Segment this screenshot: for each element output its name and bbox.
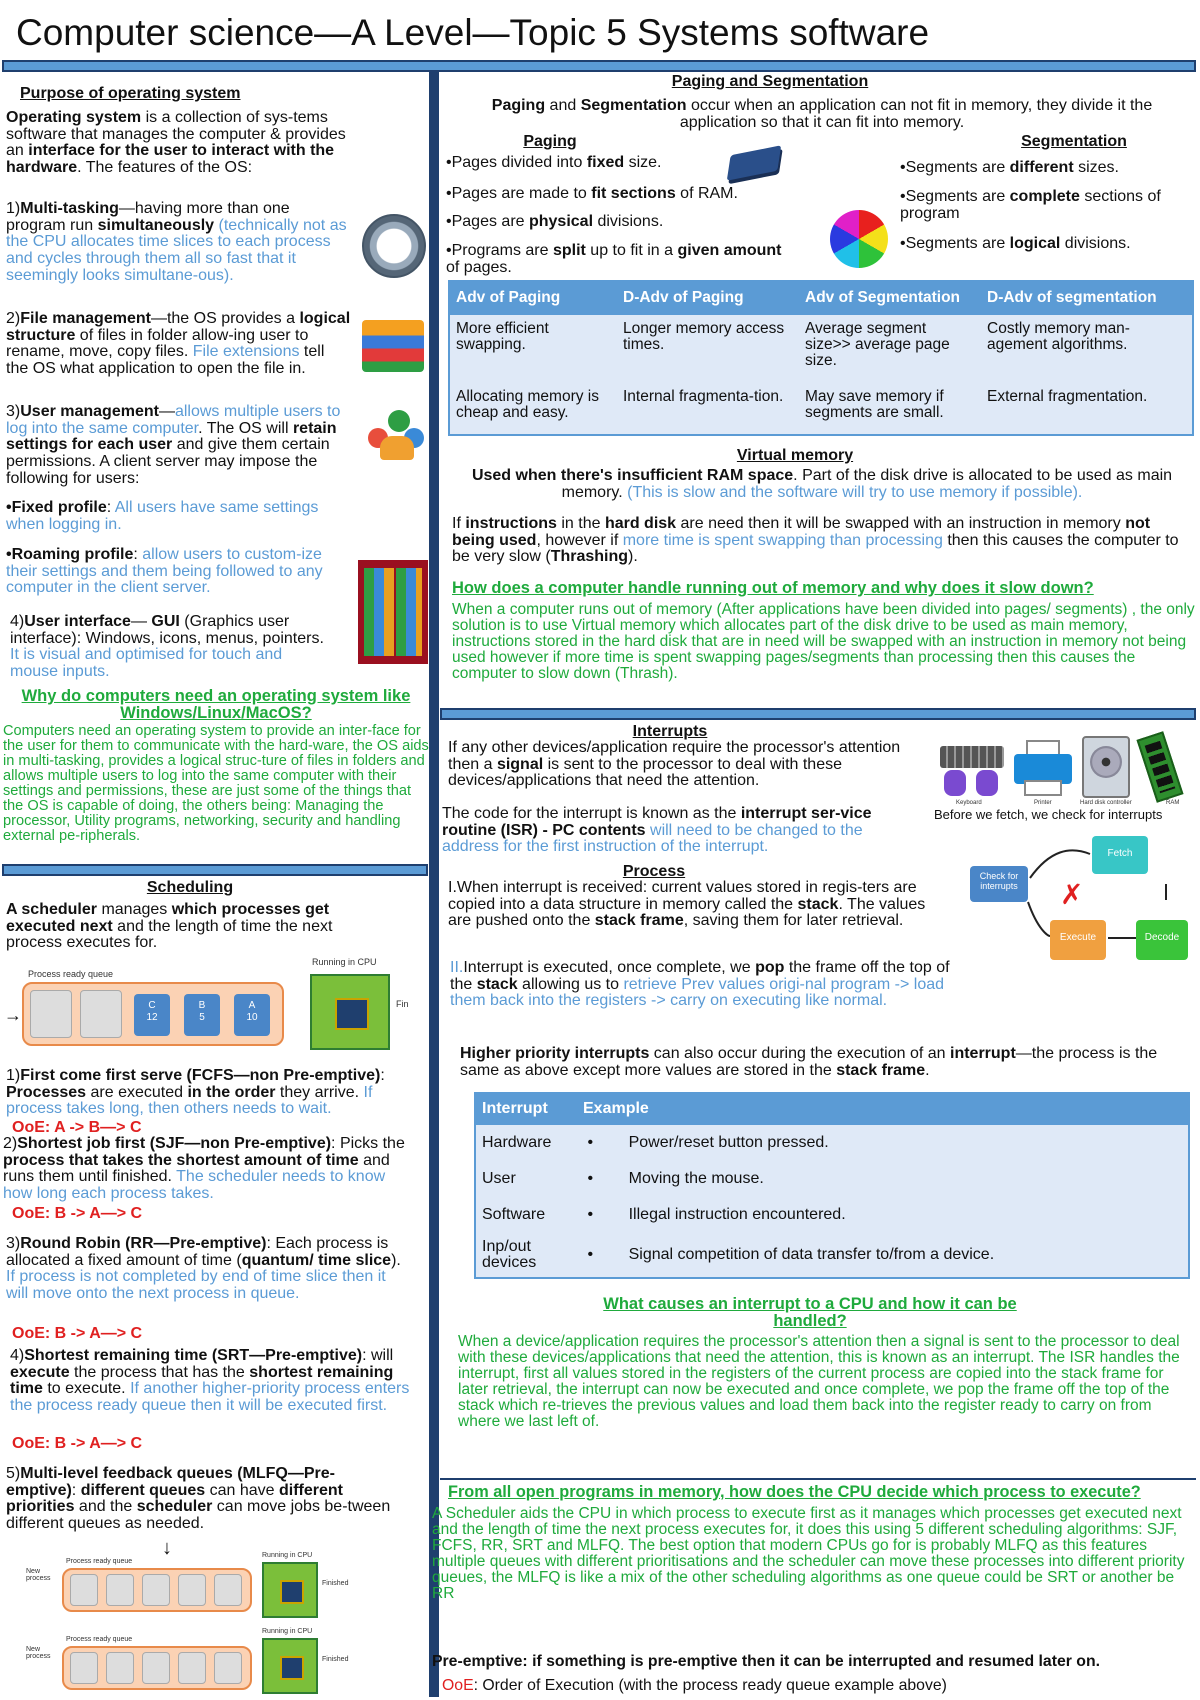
text-segment: Multi-tasking — [20, 200, 119, 217]
text-segment: Paging — [491, 97, 546, 114]
virtual-memory-p1 — [450, 468, 1194, 501]
text-segment: sections of program — [900, 188, 1161, 222]
why-os-answer: Computers need an operating system to provide an inter-face for the user for them to communicate with the hard-ware, the OS aids in multi-tasking, provides a logical struc-ture of files in folders and allows multiple users to log into the same computer with their settings and permissions, these are just some of the things that the OS is capable of doing, the others being: Managing the processor, Utility programs, networking, security and handling external pe-ripherals. — [3, 723, 429, 845]
preemptive-definition: Pre-emptive: if something is pre-emptive then it can be interrupted and resumed later on. — [432, 1653, 1100, 1670]
text-segment: 3) — [6, 403, 21, 420]
process-step-2 — [450, 960, 960, 1010]
process-heading: Process — [622, 863, 686, 880]
interrupts-p3 — [460, 1046, 1190, 1079]
page-title: Computer science—A Level—Topic 5 Systems software — [16, 12, 930, 53]
device-label-disk: Hard disk controller — [1080, 800, 1132, 806]
text-segment: User interface — [24, 613, 131, 630]
table-row — [475, 1125, 1189, 1161]
rr-ooe: OoE: B -> A—> C — [12, 1325, 143, 1342]
text-segment: 2) — [6, 310, 21, 327]
text-segment: more time is spent swapping than processing — [622, 531, 943, 549]
queue-slot-a: A 10 — [234, 994, 270, 1036]
table-row — [475, 1233, 1189, 1278]
text-segment: then this causes the computer to be very slow ( — [452, 531, 1179, 566]
sjf-ooe: OoE: B -> A—> C — [12, 1205, 143, 1222]
queue-slot — [70, 1652, 98, 1684]
text-segment: The code for the interrupt is known as the — [442, 805, 741, 822]
item-file-management — [6, 311, 351, 378]
divider-left-middle — [2, 864, 428, 876]
text-segment: , saving them for later retrieval. — [683, 912, 904, 930]
memory-question-heading: How does a computer handle running out of memory and why does it slow down? — [452, 579, 1094, 597]
text-segment: . The features of the OS: — [77, 158, 253, 176]
text-segment: and give them certain permissions. A client server may impose the following for users: — [6, 436, 330, 487]
queue-slot-b: B 5 — [184, 994, 220, 1036]
text-segment: different — [1009, 159, 1074, 176]
text-segment: signal — [496, 755, 544, 773]
divider-right-middle — [440, 708, 1196, 720]
srt-text — [10, 1348, 410, 1415]
text-segment: •Roaming profile — [6, 546, 134, 563]
text-segment: : — [133, 546, 143, 563]
text-segment: If any other devices/application require the processor's attention then a — [448, 739, 901, 773]
table-cell: Average segment size>> average page size. — [805, 320, 950, 369]
text-segment: will need to be changed to the address for the first instruction of the interrupt. — [442, 821, 863, 856]
mlfq-cpu-label-2: Running in CPU — [262, 1628, 313, 1635]
table-header-row — [475, 1093, 1189, 1125]
text-segment: stack — [797, 895, 839, 913]
fcfs-text — [6, 1068, 416, 1118]
ooe-text: : Order of Execution (with the process ready queue example above) — [473, 1677, 947, 1694]
text-segment: Processes — [6, 1083, 87, 1101]
table-header: D-Adv of Paging — [617, 281, 799, 315]
text-segment: •Pages divided into — [446, 154, 587, 171]
text-segment: — — [158, 403, 175, 420]
cycle-arrows — [990, 840, 1190, 950]
paging-heading: Paging and Segmentation — [671, 73, 869, 90]
execute-box: Execute — [1050, 920, 1106, 960]
text-segment: If process takes long, then others needs to wait. — [6, 1083, 373, 1118]
queue-slot — [106, 1652, 134, 1684]
cpu-chip-icon — [262, 1638, 318, 1694]
ram-icon — [1136, 731, 1183, 802]
text-segment: split — [552, 242, 586, 259]
table-header: Example — [577, 1093, 1189, 1125]
item-multitasking — [6, 201, 351, 284]
text-segment: divisions. — [593, 213, 664, 230]
windows-start-icon — [358, 560, 428, 664]
item-user-interface — [10, 614, 330, 681]
scheduling-heading: Scheduling — [146, 879, 234, 896]
cpu-chip-icon — [310, 974, 390, 1050]
scheduling-intro — [6, 902, 366, 952]
table-cell: • Signal competition of data transfer to/from a device. — [583, 1245, 995, 1263]
decode-box: Decode — [1136, 920, 1188, 960]
text-segment: File management — [20, 310, 151, 327]
text-segment: II. — [450, 959, 464, 976]
text-segment: •Programs are — [446, 242, 553, 259]
table-cell: Allocating memory is cheap and easy. — [456, 388, 599, 421]
text-segment: •Pages are — [446, 213, 529, 230]
text-segment: the frame off the top of the — [450, 959, 950, 993]
table-row — [475, 1161, 1189, 1197]
text-segment: (This is slow and the software will try to use memory if possible). — [627, 483, 1083, 501]
table-cell: External fragmentation. — [987, 388, 1148, 405]
finished-label: Fin — [396, 999, 409, 1009]
text-segment: : — [106, 499, 115, 516]
text-segment: All users have same settings when logging in. — [6, 499, 319, 533]
devices-caption: Before we fetch, we check for interrupts — [934, 807, 1163, 822]
text-segment: stack frame — [594, 912, 684, 930]
text-segment: Operating system — [6, 109, 142, 126]
divider-vertical — [429, 72, 439, 1697]
item-user-management — [6, 404, 356, 487]
text-segment: : — [71, 1481, 81, 1499]
table-cell: • Power/reset button pressed. — [583, 1133, 829, 1151]
text-segment: and the — [74, 1498, 137, 1516]
text-segment: : Each process is allocated a fixed amount of time ( — [6, 1235, 389, 1269]
text-segment: shortest remaining time — [10, 1363, 394, 1398]
segment-point-1 — [900, 160, 1196, 177]
text-segment: simultaneously — [97, 216, 215, 234]
paging-point-3 — [446, 214, 786, 231]
hard-disk-icon — [1082, 736, 1130, 798]
segment-point-3 — [900, 236, 1196, 253]
text-segment: interrupt ser-vice routine (ISR) - PC contents — [442, 805, 872, 839]
text-segment: is sent to the processor to deal with these devices/applications that need the attention. — [448, 755, 842, 790]
text-segment: Multi-level feedback queues (MLFQ—Pre-emptive) — [6, 1465, 335, 1499]
text-segment: interface for the user to interact with the hardware — [6, 142, 335, 176]
text-segment: If — [452, 515, 466, 532]
table-cell: Longer memory access times. — [623, 320, 785, 353]
keyboard-icon — [940, 740, 1004, 800]
text-segment: •Segments are — [900, 159, 1010, 176]
book-icon — [727, 145, 781, 180]
mlfq-queue-label-2: Process ready queue — [66, 1636, 133, 1643]
device-label-keyboard: Keyboard — [956, 800, 982, 806]
text-segment: Segmentation — [580, 97, 687, 114]
text-segment: Shortest remaining time (SRT—Pre-emptive) — [24, 1347, 363, 1364]
rr-text — [6, 1236, 411, 1303]
text-segment: —having more than one program run — [6, 200, 290, 234]
table-header: D-Adv of segmentation — [981, 281, 1193, 315]
paging-subheading: Paging — [523, 133, 577, 150]
text-segment: to execute. — [42, 1380, 131, 1398]
queue-slot-empty — [80, 990, 122, 1038]
segmentation-subheading: Segmentation — [1021, 133, 1127, 150]
text-segment: Used when there's insufficient RAM space — [471, 467, 794, 484]
arrow-in-icon: → — [4, 1005, 22, 1025]
text-segment: ). — [628, 548, 638, 566]
text-segment: and — [545, 97, 581, 114]
text-segment: is a collection of sys-tems software that manages the computer & provides an — [6, 109, 346, 160]
table-cell: Hardware — [482, 1133, 552, 1151]
interrupts-p1 — [448, 740, 912, 790]
text-segment: . Part of the disk drive is allocated to be used as main memory. — [561, 467, 1173, 501]
text-segment: User management — [20, 403, 159, 420]
queue-slot-c: C 12 — [134, 994, 170, 1036]
text-segment: quantum/ time slice — [241, 1251, 392, 1269]
fixed-profile — [6, 500, 356, 533]
mlfq-finished-label: Finished — [322, 1580, 349, 1587]
text-segment: 1) — [6, 1067, 21, 1084]
text-segment: logical — [1009, 235, 1061, 252]
text-segment: not being used — [452, 515, 1151, 549]
table-row — [449, 315, 1193, 383]
table-cell: Inp/out devices — [482, 1237, 537, 1271]
text-segment: Thrashing — [550, 548, 629, 566]
purpose-intro — [6, 110, 356, 177]
text-segment: of pages. — [446, 258, 512, 276]
text-segment: —the process is the same as above except more values are stored in the — [460, 1045, 1158, 1079]
why-os-heading: Why do computers need an operating system like Windows/Linux/MacOS? — [21, 687, 411, 723]
queue-slot — [214, 1574, 242, 1606]
text-segment: A scheduler — [6, 901, 97, 918]
text-segment: sizes. — [1073, 159, 1119, 176]
text-segment: 5) — [6, 1465, 21, 1482]
table-cell: Internal fragmenta-tion. — [623, 388, 784, 405]
text-segment: It is visual and optimised for touch and mouse inputs. — [10, 646, 283, 680]
queue-slot — [178, 1652, 206, 1684]
text-segment: manages — [97, 901, 172, 918]
text-segment: allowing us to — [517, 975, 624, 993]
text-segment: 1) — [6, 200, 21, 217]
table-cell: Software — [482, 1205, 546, 1223]
mlfq-text — [6, 1466, 396, 1533]
text-segment: I.When interrupt is received: current values stored in regis-ters are copied into a data structure in memory called the — [448, 879, 917, 913]
table-cell: More efficient swapping. — [456, 320, 549, 353]
text-segment: . — [925, 1061, 930, 1079]
interrupts-heading: Interrupts — [632, 723, 708, 740]
queue-slot — [214, 1652, 242, 1684]
text-segment: complete — [1009, 188, 1080, 205]
printer-icon — [1014, 740, 1072, 798]
text-segment: physical — [528, 213, 594, 230]
text-segment: File extensions — [192, 343, 300, 361]
segment-point-2 — [900, 189, 1196, 222]
ooe-definition — [442, 1678, 947, 1695]
text-segment: —the OS provides a — [150, 310, 300, 327]
queue-slot — [142, 1652, 170, 1684]
ooe-abbr: OoE — [442, 1677, 474, 1694]
text-segment: logical structure — [6, 310, 351, 344]
text-segment: given amount — [677, 242, 782, 259]
text-segment: different queues — [80, 1481, 206, 1499]
text-segment: scheduler — [136, 1498, 213, 1516]
text-segment: which processes get executed next — [6, 901, 330, 935]
text-segment: GUI — [151, 613, 180, 630]
check-interrupts-box: Check for interrupts — [970, 866, 1028, 902]
text-segment: The scheduler needs to know how long each process takes. — [3, 1168, 386, 1202]
sjf-text — [3, 1136, 413, 1203]
interrupt-question-answer: When a device/application requires the processor's attention then a signal is sent to the processor to deal with these devices/applications that need the attention, this is known as an interrupt. The ISR handles the interrupt, first all values stored in the registers of the current process are copied into the stack frame for later retrieval, the interrupt can now be executed and once complete, we pop the frame off the top of the stack which re-trieves the previous values and load them back into the register ready to carry on from where we last left of. — [458, 1333, 1180, 1430]
paging-point-4 — [446, 243, 786, 276]
text-segment: allows multiple users to log into the same computer — [6, 403, 341, 437]
table-row — [449, 383, 1193, 435]
text-segment: •Segments are — [900, 235, 1010, 252]
mlfq-new-label-2: New process — [26, 1646, 51, 1661]
text-segment: in the — [556, 515, 605, 532]
text-segment: of RAM. — [675, 185, 738, 202]
queue-slot — [178, 1574, 206, 1606]
text-segment: instructions — [465, 515, 557, 532]
queue-slot — [106, 1574, 134, 1606]
text-segment: can also occur during the execution of an — [649, 1045, 950, 1062]
text-segment: •Fixed profile — [6, 499, 107, 516]
text-segment: : will — [362, 1347, 394, 1364]
text-segment: : Picks the — [331, 1135, 405, 1152]
table-header: Interrupt — [475, 1093, 577, 1125]
process-step-1 — [448, 880, 938, 930]
text-segment: are executed — [86, 1083, 188, 1101]
text-segment: they arrive. — [275, 1083, 364, 1101]
interrupt-types-table — [474, 1092, 1190, 1279]
srt-ooe: OoE: B -> A—> C — [12, 1435, 143, 1452]
users-icon — [368, 410, 426, 460]
text-segment: If another higher-priority process enters the process ready queue then it will be executed first. — [10, 1380, 410, 1414]
text-segment: pop — [755, 959, 785, 976]
mlfq-new-label: New process — [26, 1568, 51, 1583]
interrupts-p2 — [442, 806, 907, 856]
text-segment: stack frame — [836, 1061, 926, 1079]
table-header: Adv of Paging — [449, 281, 617, 315]
text-segment: tell the OS what application to open the file in. — [6, 343, 325, 377]
table-header: Adv of Segmentation — [799, 281, 981, 315]
text-segment: stack — [476, 975, 518, 993]
paging-point-2 — [446, 186, 786, 203]
text-segment: — — [130, 613, 152, 630]
text-segment: (Graphics user interface): Windows, icons, menus, pointers. — [10, 613, 324, 647]
fetch-box: Fetch — [1092, 836, 1148, 874]
table-header-row — [449, 281, 1193, 315]
text-segment: ). — [391, 1251, 401, 1269]
text-segment: , however if — [536, 531, 623, 549]
purpose-heading: Purpose of operating system — [20, 85, 241, 102]
table-cell: May save memory if segments are small. — [805, 388, 944, 421]
text-segment: allow users to custom-ize their settings and them being followed to any computer in the client server. — [6, 546, 323, 597]
virtual-memory-heading: Virtual memory — [736, 447, 854, 464]
text-segment: occur when an application can not fit in memory, they divide it the application so that it can fit into memory. — [679, 97, 1153, 131]
text-segment: 4) — [10, 1347, 25, 1364]
paging-comparison-table — [448, 280, 1194, 436]
device-label-printer: Printer — [1034, 800, 1052, 806]
text-segment: execute — [10, 1363, 70, 1381]
text-segment: retrieve Prev values origi-nal program -> load them back into the registers -> carry on executing like normal. — [450, 975, 945, 1010]
text-segment: 2) — [3, 1135, 18, 1152]
virtual-memory-p2 — [452, 516, 1192, 566]
text-segment: size. — [624, 154, 662, 171]
text-segment: fit sections — [591, 185, 676, 202]
text-segment: of files in folder allow-ing user to rename, move, copy files. — [6, 326, 309, 361]
text-segment: can move jobs be-tween different queues as needed. — [6, 1498, 391, 1532]
text-segment: Higher priority interrupts — [460, 1045, 650, 1062]
text-segment: If process is not completed by end of time slice then it will move onto the next process in queue. — [6, 1268, 386, 1302]
mlfq-queue-label: Process ready queue — [66, 1558, 133, 1565]
folders-icon — [362, 320, 424, 372]
cross-icon: ✗ — [1060, 879, 1084, 910]
fcfs-ooe: OoE: A -> B—> C — [12, 1119, 142, 1136]
queue-slot — [70, 1574, 98, 1606]
text-segment: Round Robin (RR—Pre-emptive) — [20, 1235, 267, 1252]
mlfq-cpu-label: Running in CPU — [262, 1552, 313, 1559]
text-segment: Shortest job first (SJF—non Pre-emptive) — [17, 1135, 332, 1152]
text-segment: •Segments are — [900, 188, 1010, 205]
text-segment: divisions. — [1060, 235, 1131, 252]
device-label-ram: RAM — [1166, 800, 1180, 806]
text-segment: are need then it will be swapped with an instruction in memory — [676, 515, 1126, 532]
text-segment: different priorities — [6, 1481, 343, 1516]
text-segment: in the order — [187, 1083, 276, 1101]
clock-icon — [362, 214, 426, 278]
text-segment: can have — [205, 1481, 279, 1499]
text-segment: the process that has the — [69, 1363, 250, 1381]
text-segment: interrupt — [950, 1045, 1016, 1062]
text-segment: up to fit in a — [585, 242, 678, 259]
paging-point-1 — [446, 155, 696, 172]
table-row — [475, 1197, 1189, 1233]
table-cell: • Illegal instruction encountered. — [583, 1205, 846, 1223]
scheduler-question-heading: From all open programs in memory, how does the CPU decide which process to execute? — [448, 1483, 1141, 1501]
table-cell: • Moving the mouse. — [583, 1169, 764, 1187]
text-segment: •Pages are made to — [446, 185, 592, 202]
queue-slot — [142, 1574, 170, 1606]
text-segment: 4) — [10, 613, 25, 630]
queue-slot-empty — [30, 990, 72, 1038]
divider-top — [2, 60, 1196, 72]
text-segment: . The values are pushed onto the — [448, 895, 926, 930]
text-segment: 3) — [6, 1235, 21, 1252]
text-segment: hard disk — [604, 515, 677, 532]
divider-bottom — [440, 1478, 1196, 1480]
text-segment: fixed — [586, 154, 625, 171]
queue-label: Process ready queue — [28, 969, 114, 979]
table-cell: User — [482, 1169, 516, 1187]
roaming-profile — [6, 547, 356, 597]
text-segment: Interrupt is executed, once complete, we — [463, 959, 756, 976]
text-segment: retain settings for each user — [6, 419, 337, 454]
cpu-label: Running in CPU — [312, 957, 377, 967]
interrupt-question-heading: What causes an interrupt to a CPU and how it can be handled? — [603, 1295, 1017, 1331]
text-segment: and runs them until finished. — [3, 1151, 390, 1186]
text-segment: First come first serve (FCFS—non Pre-emptive) — [20, 1067, 381, 1084]
text-segment: and the length of time the next process executes for. — [6, 917, 333, 952]
text-segment: . The OS will — [198, 419, 293, 437]
text-segment: (technically not as the CPU allocates time slices to each process and cycles through them all so fast that it seemingly looks simultane-ous). — [6, 216, 347, 284]
mlfq-finished-label-2: Finished — [322, 1656, 349, 1663]
table-cell: Costly memory man-agement algorithms. — [987, 320, 1130, 353]
cpu-chip-icon — [262, 1562, 318, 1618]
text-segment: process that takes the shortest amount of time — [3, 1151, 359, 1169]
scheduler-question-answer: A Scheduler aids the CPU in which process to execute first as it manages which processes get executed next and the length of time the next process executes for, it does this using 5 different scheduling algorithms: SJF, FCFS, RR, SRT and MLFQ. The best option that modern CPUs go for is probably MLFQ as this features multiple queues with different prioritisations and the scheduler can move these processes into different priority queues, the MLFQ is like a mix of the other scheduling algorithms as one queue could be SRT or another be RR — [432, 1505, 1185, 1602]
memory-question-answer: When a computer runs out of memory (After applications have been divided into pages/ segments) , the only solution is to use Virtual memory which allocates part of the disk drive to be used as main memory, instructions stored in the hard disk that are in need will be swapped with an instruction in memory not being used however if more time is spent swapping pages/segments than processing then this causes the computer to slow down (Thrash). — [452, 601, 1195, 682]
arrow-down-icon: ↓ — [162, 1537, 172, 1559]
paging-intro — [452, 98, 1192, 131]
color-wheel-icon — [830, 210, 888, 268]
text-segment: : — [380, 1067, 385, 1084]
